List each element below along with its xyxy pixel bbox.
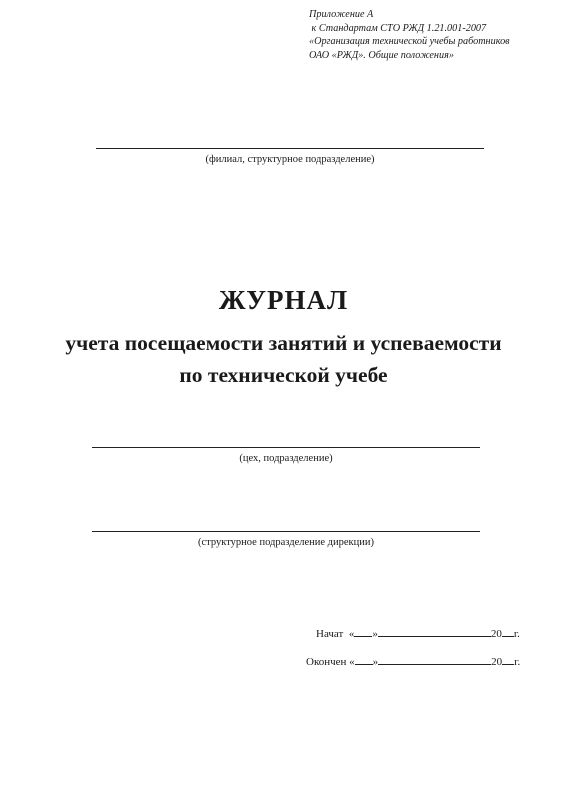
journal-subtitle-line-1: учета посещаемости занятий и успеваемости bbox=[65, 331, 502, 355]
end-year-prefix: 20 bbox=[491, 656, 503, 668]
appendix-line: ОАО «РЖД». Общие положения» bbox=[309, 49, 454, 61]
end-month-blank bbox=[378, 654, 491, 665]
start-year-blank bbox=[502, 626, 514, 637]
shop-fill-line bbox=[92, 447, 480, 448]
shop-caption: (цех, подразделение) bbox=[239, 453, 333, 464]
end-date-label: Окончен bbox=[306, 656, 347, 668]
start-quote-close: » bbox=[372, 628, 378, 640]
end-year-suffix: г. bbox=[514, 656, 521, 668]
journal-title: ЖУРНАЛ bbox=[218, 285, 349, 315]
start-date-row bbox=[316, 626, 520, 641]
branch-fill-line bbox=[96, 148, 484, 149]
end-date-row bbox=[306, 654, 520, 669]
appendix-line: к Стандартам СТО РЖД 1.21.001-2007 bbox=[309, 22, 487, 34]
start-year-prefix: 20 bbox=[490, 628, 502, 640]
start-year-suffix: г. bbox=[513, 628, 520, 640]
start-quote-open: « bbox=[348, 628, 355, 640]
start-month-blank bbox=[378, 626, 491, 637]
end-quote-close: » bbox=[372, 656, 379, 668]
end-day-blank bbox=[355, 654, 373, 665]
end-year-blank bbox=[502, 654, 514, 665]
journal-subtitle-line-2: по технической учебе bbox=[179, 363, 388, 387]
directorate-fill-line bbox=[92, 531, 480, 532]
branch-field bbox=[96, 148, 484, 166]
end-quote-open: « bbox=[349, 656, 355, 668]
appendix-note bbox=[309, 8, 559, 62]
shop-field bbox=[92, 447, 480, 465]
start-date-label: Начат bbox=[316, 628, 344, 640]
branch-caption: (филиал, структурное подразделение) bbox=[205, 154, 375, 165]
start-day-blank bbox=[354, 626, 372, 637]
appendix-line: «Организация технической учебы работников bbox=[309, 36, 510, 48]
directorate-caption: (структурное подразделение дирекции) bbox=[198, 537, 374, 548]
directorate-field bbox=[92, 531, 480, 549]
appendix-line: Приложение А bbox=[309, 9, 374, 20]
